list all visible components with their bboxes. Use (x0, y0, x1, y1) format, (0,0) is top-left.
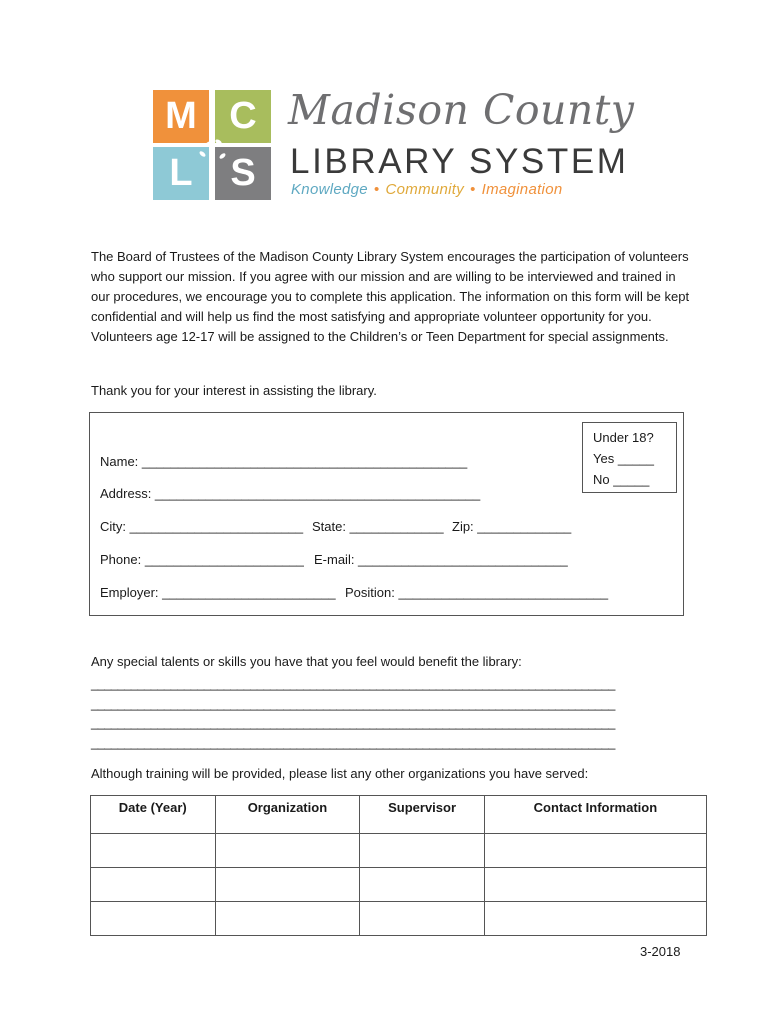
talents-answer-lines[interactable]: _______________________________________________________________________________ _______________________________________________________________________________ _______________________________________________________________________________ _______________________________________________________________________________ (91, 676, 615, 750)
revision-date: 3-2018 (640, 944, 681, 959)
header-supervisor: Supervisor (360, 796, 485, 834)
table-row (91, 902, 707, 936)
logo-tile-m: M (153, 90, 209, 143)
header-contact: Contact Information (484, 796, 706, 834)
table-cell[interactable] (215, 834, 360, 868)
organizations-prompt: Although training will be provided, please list any other organizations you have served: (91, 766, 589, 781)
phone-field[interactable]: Phone: ______________________ (100, 552, 304, 567)
under18-no-field[interactable]: No _____ (593, 472, 650, 487)
state-field[interactable]: State: _____________ (312, 519, 444, 534)
table-cell[interactable] (91, 834, 216, 868)
logo-tagline (291, 181, 562, 198)
intro-paragraph: The Board of Trustees of the Madison County Library System encourages the participation of volunteers who support our mission. If you agree with our mission and are willing to be interviewed and trained in our procedures, we encourage you to complete this application. The information on this form will be kept confidential and will help us find the most satisfying and appropriate volunteer opportunity for you. Volunteers age 12-17 will be assigned to the Children’s or Teen Department for special assignments. (91, 249, 690, 344)
logo-tile-l: L (153, 147, 209, 200)
table-cell[interactable] (484, 902, 706, 936)
library-logo (153, 86, 635, 202)
table-cell[interactable] (91, 868, 216, 902)
table-cell[interactable] (91, 902, 216, 936)
logo-tile-s: S (215, 147, 271, 200)
tagline-knowledge: Knowledge (291, 181, 368, 198)
tagline-community: Community (385, 181, 465, 198)
organizations-table (90, 795, 707, 936)
talents-prompt: Any special talents or skills you have that you feel would benefit the library: (91, 654, 522, 669)
table-cell[interactable] (484, 868, 706, 902)
table-row (91, 834, 707, 868)
table-row (91, 868, 707, 902)
logo-script-title: Madison County (288, 86, 635, 134)
logo-tile-c: C (215, 90, 271, 143)
tagline-separator: • (373, 181, 380, 198)
position-field[interactable]: Position: _____________________________ (345, 585, 609, 600)
logo-main-title: LIBRARY SYSTEM (290, 142, 629, 181)
under18-title: Under 18? (593, 430, 654, 445)
table-cell[interactable] (360, 868, 485, 902)
city-field[interactable]: City: ________________________ (100, 519, 304, 534)
tagline-separator: • (470, 181, 476, 198)
table-cell[interactable] (215, 902, 360, 936)
header-date: Date (Year) (91, 796, 216, 834)
table-cell[interactable] (215, 868, 360, 902)
under18-yes-field[interactable]: Yes _____ (593, 451, 654, 466)
under18-box (582, 422, 677, 493)
header-organization: Organization (215, 796, 360, 834)
email-field[interactable]: E-mail: _____________________________ (314, 552, 568, 567)
address-field[interactable]: Address: _____________________________________________ (100, 486, 481, 501)
table-cell[interactable] (360, 902, 485, 936)
tagline-imagination: Imagination (481, 181, 563, 198)
employer-field[interactable]: Employer: ________________________ (100, 585, 336, 600)
table-cell[interactable] (360, 834, 485, 868)
table-header-row (91, 796, 707, 834)
thanks-text: Thank you for your interest in assisting the library. (91, 383, 377, 398)
name-field[interactable]: Name: _____________________________________________ (100, 454, 468, 469)
table-cell[interactable] (484, 834, 706, 868)
zip-field[interactable]: Zip: _____________ (452, 519, 572, 534)
